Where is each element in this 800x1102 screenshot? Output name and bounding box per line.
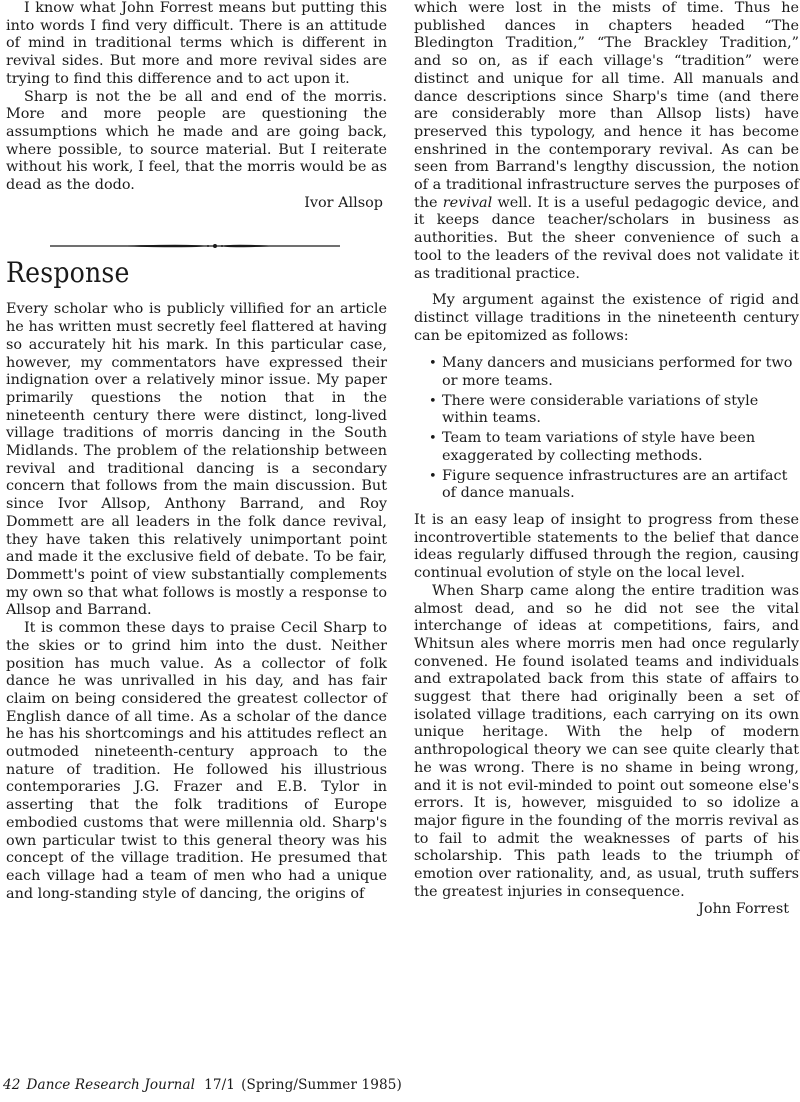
continued-text-b: well. It is a useful pedagogic device, and it keeps dance teacher/scholars in business as authorities. But the sheer convenience of such a tool to the leaders of the revival does not validate it as traditional practice. xyxy=(414,194,799,282)
argument-list xyxy=(414,355,799,503)
bullet-icon: • xyxy=(429,393,437,409)
list-item xyxy=(428,393,799,428)
list-item-text: Team to team variations of style have been exaggerated by collecting methods. xyxy=(442,430,756,464)
list-item-text: There were considerable variations of style within teams. xyxy=(442,392,759,427)
argument-intro: My argument against the existence of rigid and distinct village traditions in the nineteenth century can be epitomized as follows: xyxy=(414,292,799,344)
response-paragraph-2: It is common these days to praise Cecil Sharp to the skies or to grind him into the dust. Neither position has much value. As a collector of folk dance he was unrivalled in his day, and has fair claim on being considered the greatest collector of English dance of all time. As a scholar of the dance he has his shortcomings and his attitudes reflect an outmoded nineteenth-century approach to the nature of tradition. He followed his illustrious contemporaries J.G. Frazer and E.B. Tylor in asserting that the folk traditions of Europe embodied customs that were millennia old. Sharp's own particular twist to this general theory was his concept of the village tradition. He presumed that each village had a team of men who had a unique and long-standing style of dancing, the origins of xyxy=(6,620,387,902)
bullet-icon: • xyxy=(429,356,437,372)
section-divider-ornament-icon xyxy=(50,242,340,250)
bullet-icon: • xyxy=(429,431,437,447)
letter-paragraph-2: Sharp is not the be all and end of the morris. More and more people are questioning the assumptions which he made and are going back, where possible, to source material. But I reiterate without his work, I feel, that the morris would be as dead as the dodo. xyxy=(6,88,387,194)
list-item xyxy=(428,468,799,503)
continued-paragraph xyxy=(414,0,799,283)
continued-text-a: which were lost in the mists of time. Thus he published dances in chapters headed “The Bledington Tradition,” “The Brackley Tradition,” and so on, as if each village's “tradition” were distinct and unique for all time. All manuals and dance descriptions since Sharp's time (and there are considerably more than Allsop lists) have preserved this typology, and hence it has become enshrined in the contemporary revival. As can be seen from Barrand's lengthy discussion, the notion of a traditional infrastructure serves the purposes of the xyxy=(414,0,799,211)
page-number: 42 xyxy=(3,1077,21,1093)
journal-title: Dance Research Journal xyxy=(26,1077,196,1093)
closing-paragraph-1: It is an easy leap of insight to progress from these incontrovertible statements to the belief that dance ideas regularly diffused through the region, causing continual evolution of style on the local level. xyxy=(414,511,799,582)
closing-paragraph-2: When Sharp came along the entire tradition was almost dead, and so he did not see the vital interchange of ideas at competitions, fairs, and Whitsun ales where morris men had once regularly convened. He found isolated teams and individuals and extrapolated back from this state of affairs to suggest that there had originally been a set of isolated village traditions, each carrying on its own unique heritage. With the help of modern anthropological theory we can see quite clearly that he was wrong. There is no shame in being wrong, and it is not evil-minded to point out someone else's errors. It is, however, misguided to so idolize a major figure in the founding of the morris revival as to fail to admit the weaknesses of parts of his scholarship. This path leads to the triumph of emotion over rationality, and, as usual, truth suffers the greatest injuries in consequence. xyxy=(414,582,799,900)
response-paragraph-1: Every scholar who is publicly villified for an article he has written must secretly feel flattered at having so accurately hit his mark. In this particular case, however, my commentators have expressed their indignation over a relatively minor issue. My paper primarily questions the notion that in the nineteenth century there were distinct, long-lived village traditions of morris dancing in the South Midlands. The problem of the relationship between revival and traditional dancing is a secondary concern that follows from the main discussion. But since Ivor Allsop, Anthony Barrand, and Roy Dommett are all leaders in the folk dance revival, they have taken this relatively unimportant point and made it the exclusive field of debate. To be fair, Dommett's point of view substantially complements my own so that what follows is mostly a response to Allsop and Barrand. xyxy=(6,301,387,619)
list-item xyxy=(428,355,799,390)
list-item xyxy=(428,430,799,465)
letter-paragraph-1: I know what John Forrest means but putting this into words I find very difficult. There is an attitude of mind in traditional terms which is different in revival sides. But more and more revival sides are trying to find this difference and to act upon it. xyxy=(6,0,387,87)
emphasis-revival: revival xyxy=(442,194,493,211)
right-column xyxy=(414,0,799,919)
issue-date: (Spring/Summer 1985) xyxy=(241,1077,402,1093)
response-signature: John Forrest xyxy=(698,901,789,918)
page-footer xyxy=(3,1077,402,1094)
bullet-icon: • xyxy=(429,468,437,484)
letter-signature: Ivor Allsop xyxy=(304,194,383,211)
volume-issue: 17/1 xyxy=(204,1077,236,1093)
left-column xyxy=(6,0,387,903)
list-item-text: Many dancers and musicians performed for two or more teams. xyxy=(442,355,793,390)
list-item-text: Figure sequence infrastructures are an artifact of dance manuals. xyxy=(442,467,788,502)
section-heading: Response xyxy=(6,256,130,290)
